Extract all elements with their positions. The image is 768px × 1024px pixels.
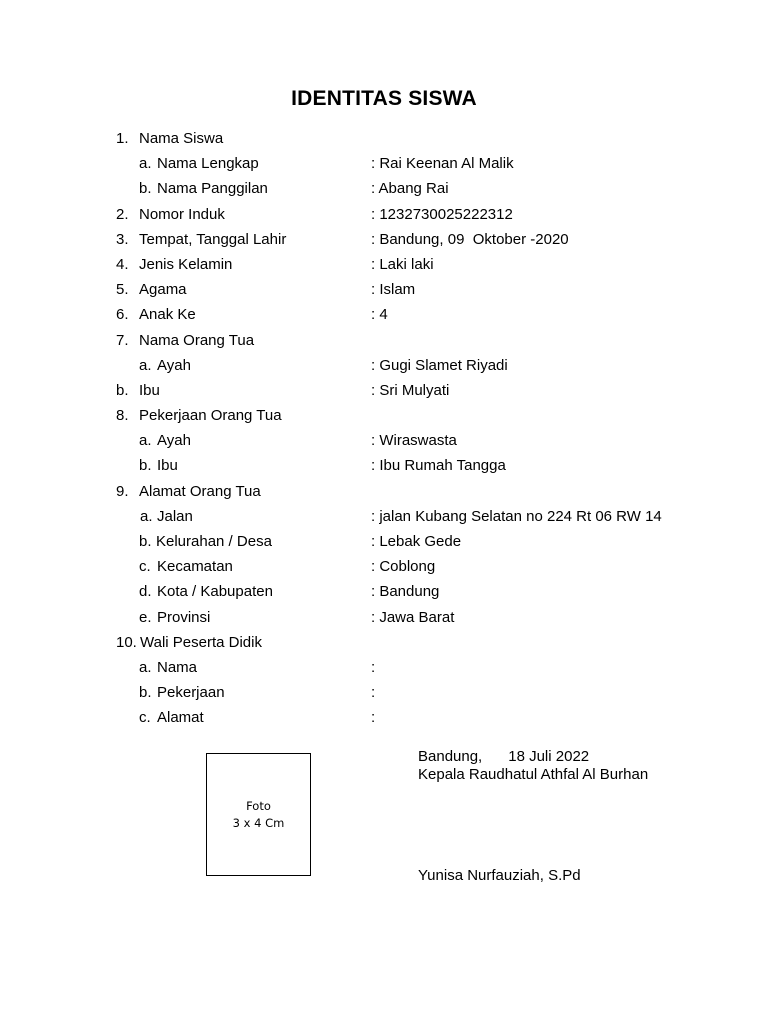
field-label: Provinsi bbox=[157, 608, 211, 626]
field-value: : Ibu Rumah Tangga bbox=[371, 457, 506, 475]
signature-place-date bbox=[418, 748, 648, 766]
field-label: Alamat Orang Tua bbox=[139, 482, 261, 500]
sub-item-letter: a. bbox=[139, 155, 152, 173]
photo-label: Foto bbox=[246, 798, 271, 813]
identity-form bbox=[0, 126, 768, 731]
form-row-nama-lengkap bbox=[0, 151, 768, 176]
field-label: Ibu bbox=[139, 381, 160, 399]
sub-item-letter: b. bbox=[139, 684, 152, 702]
field-value: : Wiraswasta bbox=[371, 432, 457, 450]
form-row-tempat-tanggal-lahir bbox=[0, 227, 768, 252]
sub-item-letter: b. bbox=[139, 533, 152, 550]
field-value: : Abang Rai bbox=[371, 180, 449, 198]
item-number: b. bbox=[116, 381, 129, 399]
field-label: Nama Siswa bbox=[139, 130, 224, 147]
field-value: : Islam bbox=[371, 281, 416, 299]
field-value: : Lebak Gede bbox=[371, 533, 462, 550]
form-row-kelurahan-desa bbox=[0, 529, 768, 554]
field-value: : Gugi Slamet Riyadi bbox=[371, 356, 508, 374]
sub-item-letter: e. bbox=[139, 608, 152, 626]
field-label: Nama Orang Tua bbox=[139, 331, 255, 349]
field-label: Ayah bbox=[157, 356, 191, 374]
field-value: : Bandung bbox=[371, 583, 440, 601]
field-label: Kota / Kabupaten bbox=[157, 583, 273, 601]
form-row-nama-ayah bbox=[0, 353, 768, 378]
form-row-jalan bbox=[0, 504, 768, 529]
form-row-nama-panggilan bbox=[0, 176, 768, 201]
field-label: Anak Ke bbox=[139, 306, 196, 324]
field-value: : Bandung, 09 Oktober -2020 bbox=[371, 230, 569, 248]
form-row-nama-ibu bbox=[0, 378, 768, 403]
sub-item-letter: c. bbox=[139, 709, 151, 727]
sub-item-letter: c. bbox=[139, 558, 151, 576]
field-value: : Coblong bbox=[371, 558, 436, 576]
sub-item-letter: b. bbox=[139, 457, 152, 475]
sub-item-letter: a. bbox=[140, 507, 153, 525]
field-label: Nama Lengkap bbox=[157, 155, 259, 173]
field-label: Pekerjaan Orang Tua bbox=[139, 407, 282, 425]
form-row-agama bbox=[0, 277, 768, 302]
item-number: 5. bbox=[116, 281, 129, 299]
form-row-wali-alamat bbox=[0, 705, 768, 730]
form-row-provinsi bbox=[0, 605, 768, 630]
field-label: Tempat, Tanggal Lahir bbox=[139, 230, 287, 248]
form-row-kota-kabupaten bbox=[0, 579, 768, 604]
field-label: Kecamatan bbox=[157, 558, 233, 576]
field-value: : Jawa Barat bbox=[371, 608, 455, 626]
form-row-nama-orang-tua bbox=[0, 328, 768, 353]
item-number: 1. bbox=[116, 130, 129, 147]
sub-item-letter: a. bbox=[139, 432, 152, 450]
field-label: Nama Panggilan bbox=[157, 180, 268, 198]
form-row-pekerjaan-ayah bbox=[0, 428, 768, 453]
field-value: : 1232730025222312 bbox=[371, 205, 513, 223]
field-label: Pekerjaan bbox=[157, 684, 225, 702]
item-number: 3. bbox=[116, 230, 129, 248]
form-row-wali-nama bbox=[0, 655, 768, 680]
field-value: : 4 bbox=[371, 306, 388, 324]
item-number: 2. bbox=[116, 205, 129, 223]
form-row-pekerjaan-ibu bbox=[0, 453, 768, 478]
item-number: 6. bbox=[116, 306, 129, 324]
field-label: Kelurahan / Desa bbox=[156, 533, 272, 550]
photo-size-label: 3 x 4 Cm bbox=[232, 815, 285, 830]
field-label: Ibu bbox=[157, 457, 178, 475]
form-row-anak-ke bbox=[0, 302, 768, 327]
field-label: Wali Peserta Didik bbox=[140, 633, 262, 651]
field-label: Nama bbox=[157, 658, 198, 676]
item-number: 8. bbox=[116, 407, 129, 425]
field-value: : jalan Kubang Selatan no 224 Rt 06 RW 14 bbox=[371, 507, 662, 525]
signature-block bbox=[418, 748, 648, 784]
signer-name: Yunisa Nurfauziah, S.Pd bbox=[418, 867, 581, 884]
form-row-kecamatan bbox=[0, 554, 768, 579]
field-label: Nomor Induk bbox=[139, 205, 225, 223]
page-title: IDENTITAS SISWA bbox=[291, 87, 477, 110]
form-row-nama-siswa bbox=[0, 126, 768, 151]
item-number: 4. bbox=[116, 255, 129, 273]
signature-position: Kepala Raudhatul Athfal Al Burhan bbox=[418, 766, 649, 783]
field-value: : Rai Keenan Al Malik bbox=[371, 155, 514, 173]
photo-placeholder-box bbox=[206, 753, 311, 876]
field-value: : bbox=[371, 658, 376, 676]
item-number: 7. bbox=[116, 331, 129, 349]
field-label: Agama bbox=[139, 281, 187, 299]
form-row-nomor-induk bbox=[0, 202, 768, 227]
field-label: Jalan bbox=[157, 507, 193, 525]
form-row-wali-pekerjaan bbox=[0, 680, 768, 705]
sub-item-letter: b. bbox=[139, 180, 152, 198]
item-number: 9. bbox=[116, 482, 129, 500]
sub-item-letter: a. bbox=[139, 658, 152, 676]
sub-item-letter: d. bbox=[139, 583, 152, 601]
field-value: : bbox=[371, 684, 376, 702]
field-label: Ayah bbox=[157, 432, 191, 450]
form-row-jenis-kelamin bbox=[0, 252, 768, 277]
signature-date: 18 Juli 2022 bbox=[508, 748, 590, 765]
sub-item-letter: a. bbox=[139, 356, 152, 374]
signature-city: Bandung, bbox=[418, 748, 483, 765]
form-row-pekerjaan-orang-tua bbox=[0, 403, 768, 428]
form-row-wali-peserta-didik bbox=[0, 630, 768, 655]
item-number: 10. bbox=[116, 633, 137, 651]
field-label: Alamat bbox=[157, 709, 204, 727]
form-row-alamat-orang-tua bbox=[0, 479, 768, 504]
field-value: : Laki laki bbox=[371, 255, 434, 273]
field-value: : Sri Mulyati bbox=[371, 381, 450, 399]
field-value: : bbox=[371, 709, 376, 727]
field-label: Jenis Kelamin bbox=[139, 255, 233, 273]
